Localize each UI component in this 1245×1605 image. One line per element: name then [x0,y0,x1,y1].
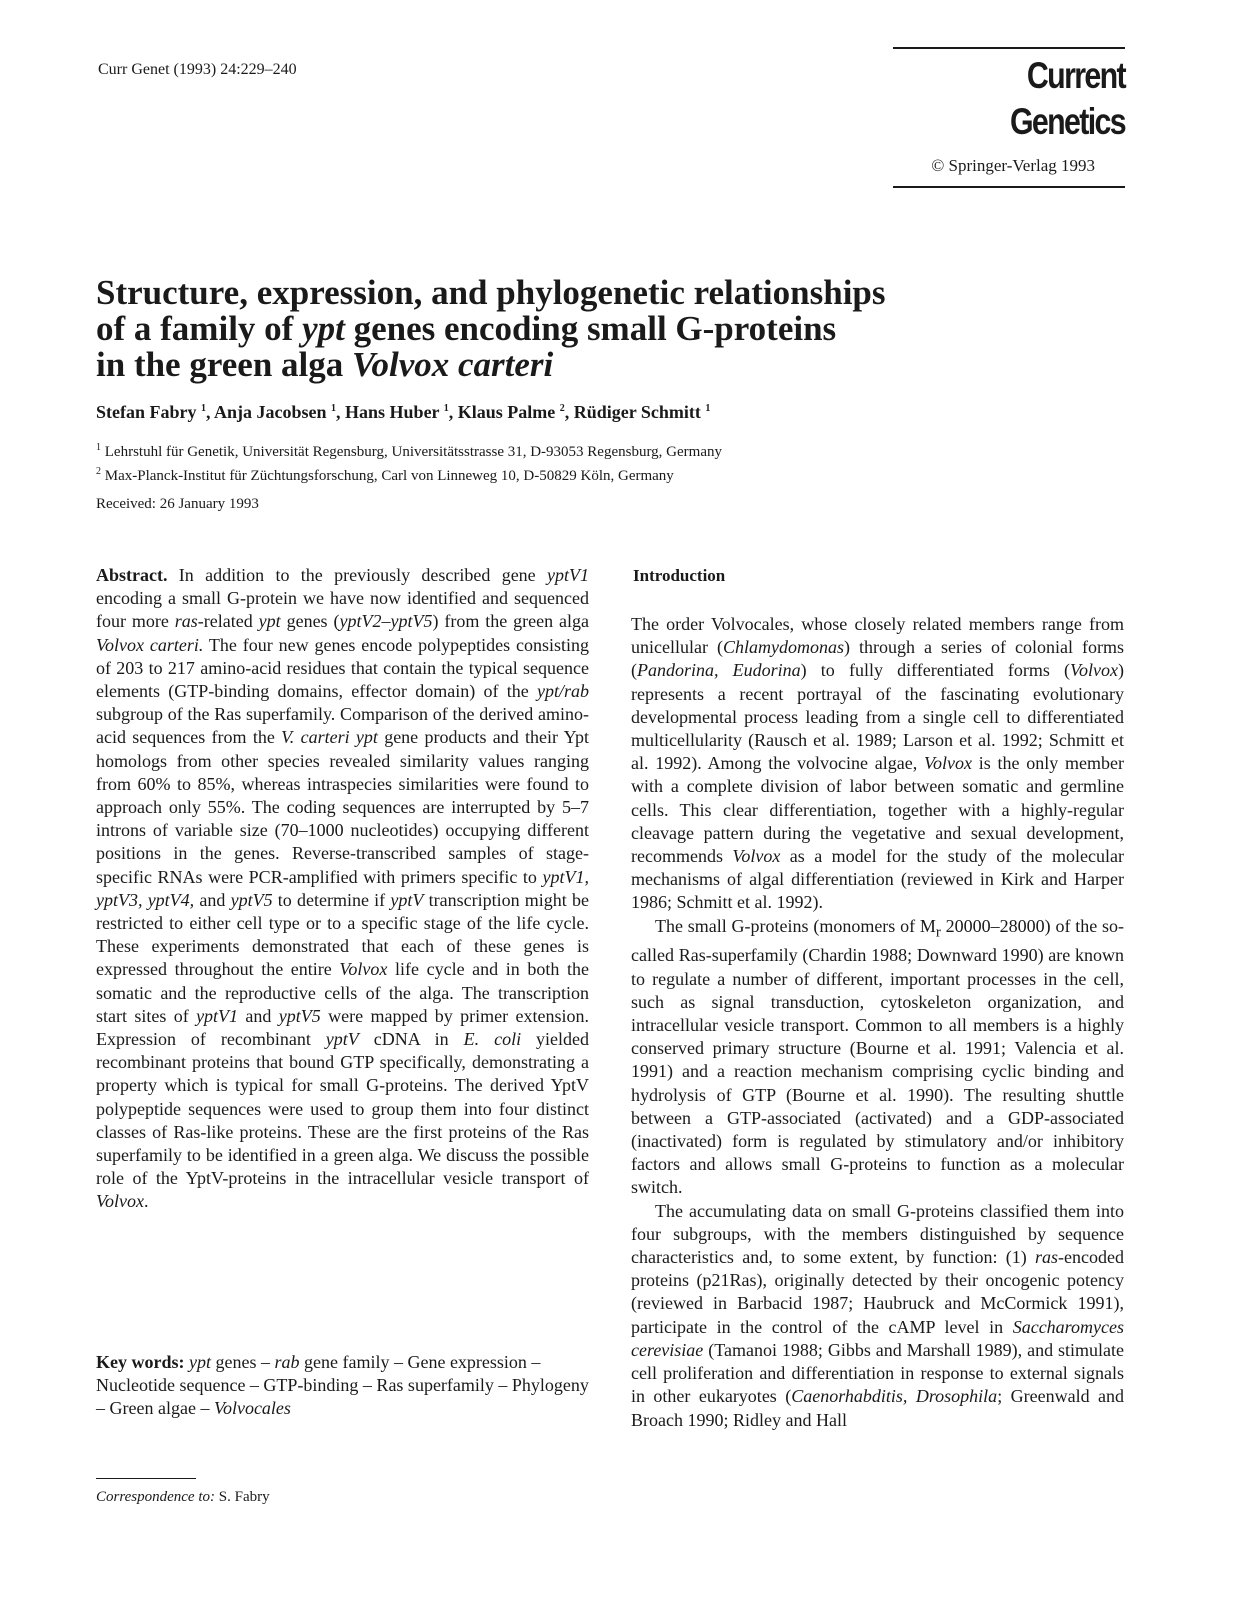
author: Klaus Palme $^2$ [457,402,565,422]
paragraph: The order Volvocales, whose closely related members range from unicellular (Chlamydomonas) through a series of colonial forms (Pandorina, Eudorina) to fully differentiated forms (Volvox) represents a recent portrayal of the fascinating evolutionary developmental process leading from a single cell to differentiated multicellularity (Rausch et al. 1989; Larson et al. 1992; Schmitt et al. 1992). Among the volvocine algae, Volvox is the only member with a complete division of labor between somatic and germline cells. This clear differentiation, together with a highly-regular cleavage pattern during the vegetative and sexual development, recommends Volvox as a model for the study of the molecular mechanisms of algal differentiation (reviewed in Kirk and Harper 1986; Schmitt et al. 1992). [631,614,1124,913]
section-heading-introduction: Introduction [633,566,726,585]
paragraph: The small G-proteins (monomers of $M_r$ 20000–28000) of the so-called Ras-superfamily (Chardin 1988; Downward 1990) are known to regulate a number of different, important processes in the cell, such as signal transduction, cytoskeleton organization, and intracellular vesicle transport. Common to all members is a highly conserved primary structure (Bourne et al. 1991; Valencia et al. 1991) and a reaction mechanism comprising cyclic binding and hydrolysis of GTP (Bourne et al. 1990). The resulting shuttle between a GTP-associated (activated) and a GDP-associated (inactivated) form is regulated by stimulatory and/or inhibitory factors and allows small G-proteins to function as a molecular switch. [631,915,1124,1198]
author: Stefan Fabry $^1$ [96,402,206,422]
affiliations [96,438,722,486]
title-line-2: of a family of ypt genes encoding small G-proteins [96,309,837,348]
affiliation: $^1$ Lehrstuhl für Genetik, Universität Regensburg, Universitätsstrasse 31, D-93053 Regensburg, Germany [96,442,722,460]
author: Anja Jacobsen $^1$ [214,402,337,422]
correspondence: Correspondence to: S. Fabry [96,1489,270,1505]
title-line-1: Structure, expression, and phylogenetic relationships [96,273,886,312]
article-title [96,275,996,383]
journal-header [893,47,1125,188]
received-date: Received: 26 January 1993 [96,496,259,512]
publisher: © Springer-Verlag 1993 [931,156,1095,175]
title-line-3: in the green alga Volvox carteri [96,345,554,384]
abstract-label: Abstract. [96,565,168,585]
author: Hans Huber $^1$ [345,402,449,422]
abstract: Abstract. In addition to the previously described gene yptV1 encoding a small G-protein we have now identified and sequenced four more ras-related ypt genes (yptV2–yptV5) from the green alga Volvox carteri. The four new genes encode polypeptides consisting of 203 to 217 amino-acid residues that contain the typical sequence elements (GTP-binding domains, effector domain) of the ypt/rab subgroup of the Ras superfamily. Comparison of the derived amino-acid sequences from the V. carteri ypt gene products and their Ypt homologs from other species revealed similarity values ranging from 60% to 85%, whereas intraspecies similarities were found to approach only 55%. The coding sequences are interrupted by 5–7 introns of variable size (70–1000 nucleotides) occupying different positions in the genes. Reverse-transcribed samples of stage-specific RNAs were PCR-amplified with primers specific to yptV1, yptV3, yptV4, and yptV5 to determine if yptV transcription might be restricted to either cell type or to a specific stage of the life cycle. These experiments demonstrated that each of these genes is expressed throughout the entire Volvox life cycle and in both the somatic and the reproductive cells of the alga. The transcription start sites of yptV1 and yptV5 were mapped by primer extension. Expression of recombinant yptV cDNA in E. coli yielded recombinant proteins that bound GTP specifically, demonstrating a property which is typical for small G-proteins. The derived YptV polypeptide sequences were used to group them into four distinct classes of Ras-like proteins. These are the first proteins of the Ras superfamily to be identified in a green alga. We discuss the possible role of the YptV-proteins in the intracellular vesicle transport of Volvox. [96,565,590,1212]
journal-name: Current Genetics [1009,55,1125,142]
keywords-label: Key words: [96,1352,185,1372]
introduction-body [631,613,1124,1432]
keywords: Key words: ypt genes – rab gene family – Gene expression – Nucleotide sequence – GTP-binding – Ras superfamily – Phylogeny – Green algae – Volvocales [96,1352,589,1418]
affiliation: $^2$ Max-Planck-Institut für Züchtungsforschung, Carl von Linneweg 10, D-50829 Köln, Germany [96,466,674,484]
paragraph: The accumulating data on small G-proteins classified them into four subgroups, with the members distinguished by sequence characteristics and, to some extent, by function: (1) ras-encoded proteins (p21Ras), originally detected by their oncogenic potency (reviewed in Barbacid 1987; Haubruck and McCormick 1991), participate in the control of the cAMP level in Saccharomyces cerevisiae (Tamanoi 1988; Gibbs and Marshall 1989), and stimulate cell proliferation and differentiation in response to external signals in other eukaryotes (Caenorhabditis, Drosophila; Greenwald and Broach 1990; Ridley and Hall [631,1200,1124,1430]
header-rule-bottom [893,186,1125,188]
citation: Curr Genet (1993) 24:229–240 [98,61,297,78]
header-rule-top [893,47,1125,49]
footnote-rule [96,1478,196,1479]
author-list: Stefan Fabry $^1$, Anja Jacobsen $^1$, Hans Huber $^1$, Klaus Palme $^2$, Rüdiger Schmitt $^1$ [96,402,711,422]
author: Rüdiger Schmitt $^1$ [573,402,711,422]
